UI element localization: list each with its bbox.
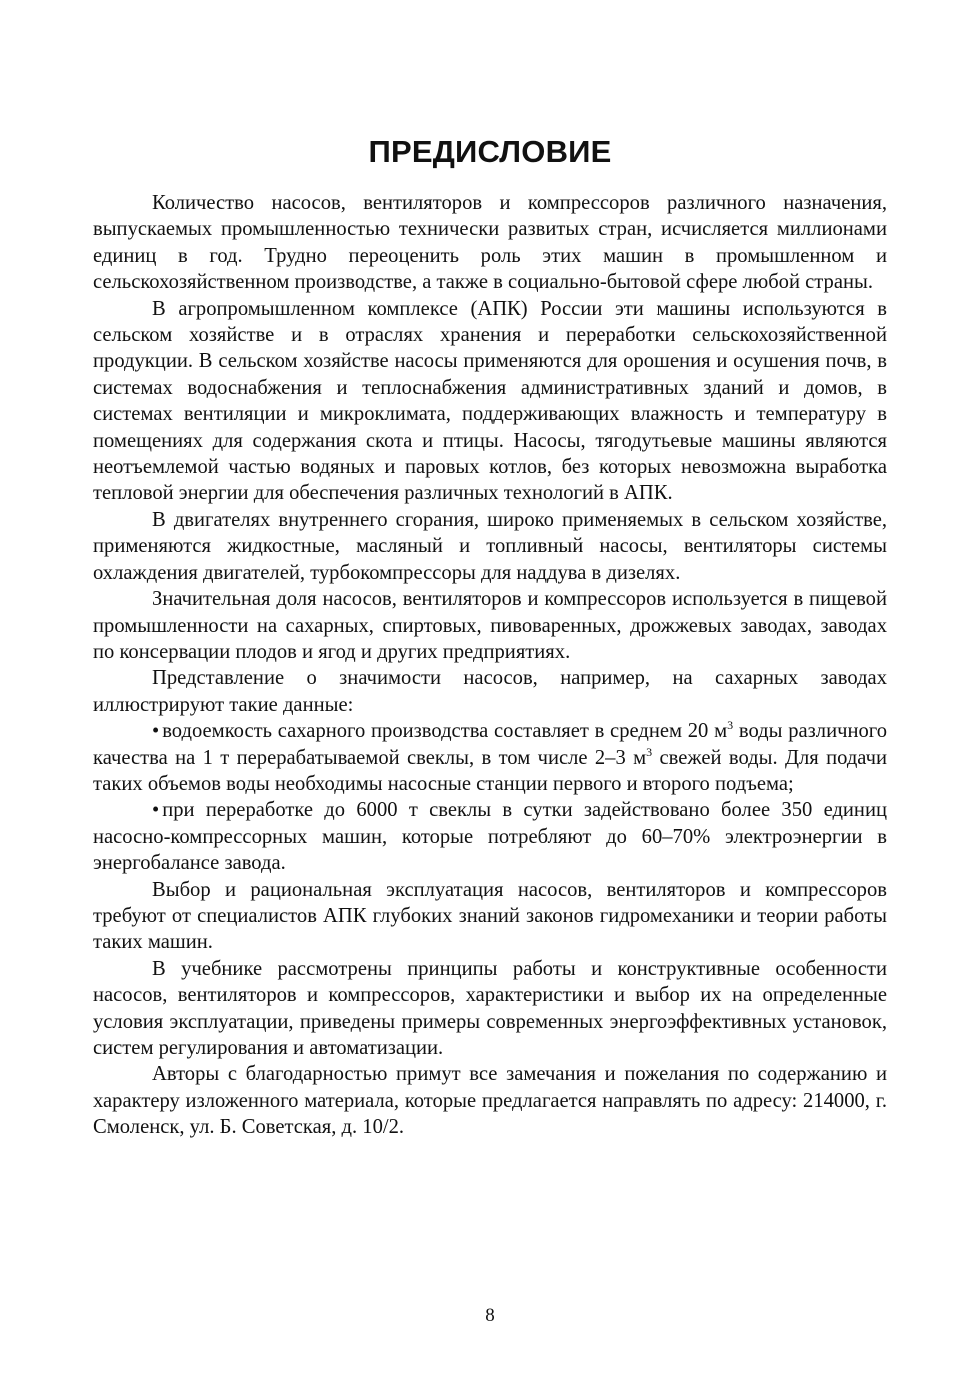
paragraph-feedback-address: Авторы с благодарностью примут все замечания и пожелания по содержанию и характеру изложенного материала, которые предлагается направлять по адресу: 214000, г. Смоленск, ул. Б. Советская, д. 10/2. (93, 1063, 887, 1139)
superscript: 3 (646, 744, 653, 759)
bullet-text: при переработке до 6000 т свеклы в сутки задействовано более 350 единиц насосно-компрессорных машин, которые потребляют до 60–70% электроэнергии в энергобалансе завода. (93, 799, 887, 875)
paragraph-intro: Количество насосов, вентиляторов и компрессоров различного назначения, выпускаемых промышленностью технически развитых стран, исчисляется миллионами единиц в год. Трудно переоценить роль этих машин в промышленном и сельскохозяйственном производстве, а также в социально-бытовой сфере любой страны. (93, 192, 887, 294)
paragraph-knowledge: Выбор и рациональная эксплуатация насосов, вентиляторов и компрессоров требуют от специалистов АПК глубоких знаний законов гидромеханики и теории работы таких машин. (93, 878, 887, 954)
document-page (93, 0, 887, 1386)
bullet-energy-usage (93, 797, 887, 876)
bullet-icon: • (152, 799, 160, 822)
paragraph-sugar-plants: Представление о значимости насосов, например, на сахарных заводах иллюстрируют такие данные: (93, 667, 887, 716)
paragraph-engines: В двигателях внутреннего сгорания, широко применяемых в сельском хозяйстве, применяются жидкостные, масляный и топливный насосы, вентиляторы системы охлаждения двигателей, турбокомпрессоры для наддува в дизелях. (93, 508, 887, 584)
bullet-water-usage (93, 718, 887, 797)
bullet-text-part: водоемкость сахарного производства составляет в среднем 20 м (162, 720, 728, 743)
bullet-icon: • (152, 720, 160, 743)
page-number: 8 (485, 1305, 495, 1326)
paragraph-apk: В агропромышленном комплексе (АПК) России эти машины используются в сельском хозяйстве и в отраслях хранения и переработки сельскохозяйственной продукции. В сельском хозяйстве насосы применяются для орошения и осушения почв, в системах водоснабжения и теплоснабжения административных зданий и домов, в системах вентиляции и микроклимата, поддерживающих влажность и температуру в помещениях для содержания скота и птицы. Насосы, тягодутьевые машины являются неотъемлемой частью водяных и паровых котлов, без которых невозможна выработка тепловой энергии для обеспечения различных технологий в АПК. (93, 297, 887, 505)
page-title: ПРЕДИСЛОВИЕ (368, 134, 612, 169)
paragraph-food-industry: Значительная доля насосов, вентиляторов и компрессоров используется в пищевой промышленности на сахарных, спиртовых, пивоваренных, дрожжевых заводах, заводах по консервации плодов и ягод и других предприятиях. (93, 588, 887, 663)
superscript: 3 (727, 718, 734, 733)
bullet-text-part: воды различного качества на 1 т перерабатываемой свеклы, в том числе 2–3 м (93, 720, 887, 769)
body-text (93, 190, 887, 1141)
paragraph-textbook-scope: В учебнике рассмотрены принципы работы и конструктивные особенности насосов, вентиляторов и компрессоров, характеристики и выбор их на определенные условия эксплуатации, приведены примеры современных энергоэффективных установок, систем регулирования и автоматизации. (93, 957, 887, 1059)
bullet-text-part: свежей воды. Для подачи таких объемов воды необходимы насосные станции первого и второго подъема; (93, 746, 887, 795)
